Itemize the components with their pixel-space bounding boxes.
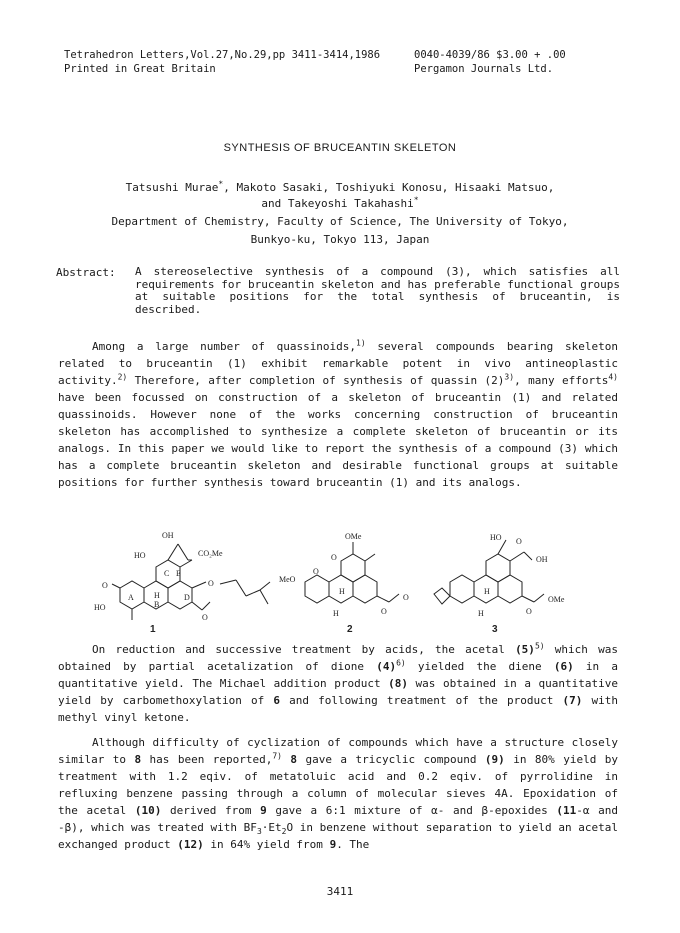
structure-2-number: 2 [347,624,353,635]
page-number: 3411 [326,885,354,898]
svg-text:OMe: OMe [548,595,565,604]
s1-o-label: O [102,581,108,590]
structure-3-target [420,530,600,635]
svg-text:O: O [313,567,319,576]
affiliation-line-2: Bunkyo-ku, Tokyo 113, Japan [250,233,430,246]
body-paragraph-2: On reduction and successive treatment by acids, the acetal $(5)^{5)}$ which was obtained by partial acetalization of dione $(4)^{6)}$ yielded the diene (6) in a quantitative yield. The Michael addition product (8) was obtained in a quantitative yield by carbomethoxylation of 6 and following treatment of the product (7) with methyl vinyl ketone. [58,641,618,724]
svg-text:HO: HO [490,533,502,542]
svg-text:A: A [128,593,134,602]
svg-text:D: D [184,593,190,602]
authors-line-2: and Takeyoshi Takahashi* [261,195,419,210]
svg-text:E: E [176,569,181,578]
svg-text:H: H [484,587,490,596]
abstract-text: A stereoselective synthesis of a compound (3), which satisfies all requirements for bruceantin skeleton and has preferable functional groups at suitable positions for the total synthesis of bruceantin, is described. [135,265,620,316]
structure-2-quassin [275,530,435,635]
svg-text:H: H [154,591,160,600]
body-paragraph-1: Among a large number of quassinoids,$^{1)}$ several compounds bearing skeleton related to bruceantin (1) exhibit remarkable potent in vivo antineoplastic activity.$^{2)}$ Therefore, after completion of synthesis of quassin $(2)^{3)}$, many efforts$^{4)}$ have been focussed on construction of a skeleton of bruceantin (1) and related quassinoids. However none of the works concerning construction of bruceantin skeleton has accomplished to synthesize a complete skeleton of bruceantin or its analogs. In this paper we would like to report the synthesis of a compound (3) which has a complete bruceantin skeleton and desirable functional groups at suitable positions for further synthesis toward bruceantin (1) and its analogs. [58,338,618,489]
svg-text:O: O [403,593,409,602]
s1-ho-label: HO [134,551,146,560]
paper-title: SYNTHESIS OF BRUCEANTIN SKELETON [223,142,457,154]
s1-co2me-label: CO₂Me [198,549,223,558]
journal-header-left: Tetrahedron Letters,Vol.27,No.29,pp 3411-3414,1986 Printed in Great Britain [64,49,381,75]
affiliation-line-1: Department of Chemistry, Faculty of Science, The University of Tokyo, [111,215,569,228]
svg-text:H: H [333,609,339,618]
svg-text:O: O [208,579,214,588]
svg-text:MeO: MeO [279,575,296,584]
svg-text:O: O [526,607,532,616]
svg-text:OH: OH [536,555,548,564]
svg-text:O: O [202,613,208,622]
body-paragraph-3: Although difficulty of cyclization of compounds which have a structure closely similar to 8 has been reported,$^{7)}$ 8 gave a tricyclic compound (9) in 80% yield by treatment with 1.2 eqiv. of metatoluic acid and 0.2 eqiv. of pyrrolidine in refluxing benzene passing through a column of molecular sieves 4A. Epoxidation of the acetal (10) derived from 9 gave a 6:1 mixture of α- and β-epoxides (11-α and -β), which was treated with $BF_3\cdot Et_2O$ in benzene without separation to yield an acetal exchanged product (12) in 64% yield from 9. The [58,736,618,851]
svg-text:B: B [154,600,160,609]
s1-oh-label: OH [162,531,174,540]
svg-text:O: O [331,553,337,562]
svg-text:O: O [381,607,387,616]
svg-text:H: H [339,587,345,596]
journal-header-right: 0040-4039/86 $3.00 + .00 Pergamon Journals Ltd. [414,49,566,75]
structure-3-number: 3 [492,624,498,635]
svg-text:O: O [516,537,522,546]
structure-1-number: 1 [150,624,156,635]
svg-text:C: C [164,569,170,578]
svg-text:OMe: OMe [345,532,362,541]
abstract-label: Abstract: [56,266,116,279]
svg-text:H: H [478,609,484,618]
authors-line-1: Tatsushi Murae*, Makoto Sasaki, Toshiyuki Konosu, Hisaaki Matsuo, [125,179,555,194]
s1-ho2-label: HO [94,603,106,612]
